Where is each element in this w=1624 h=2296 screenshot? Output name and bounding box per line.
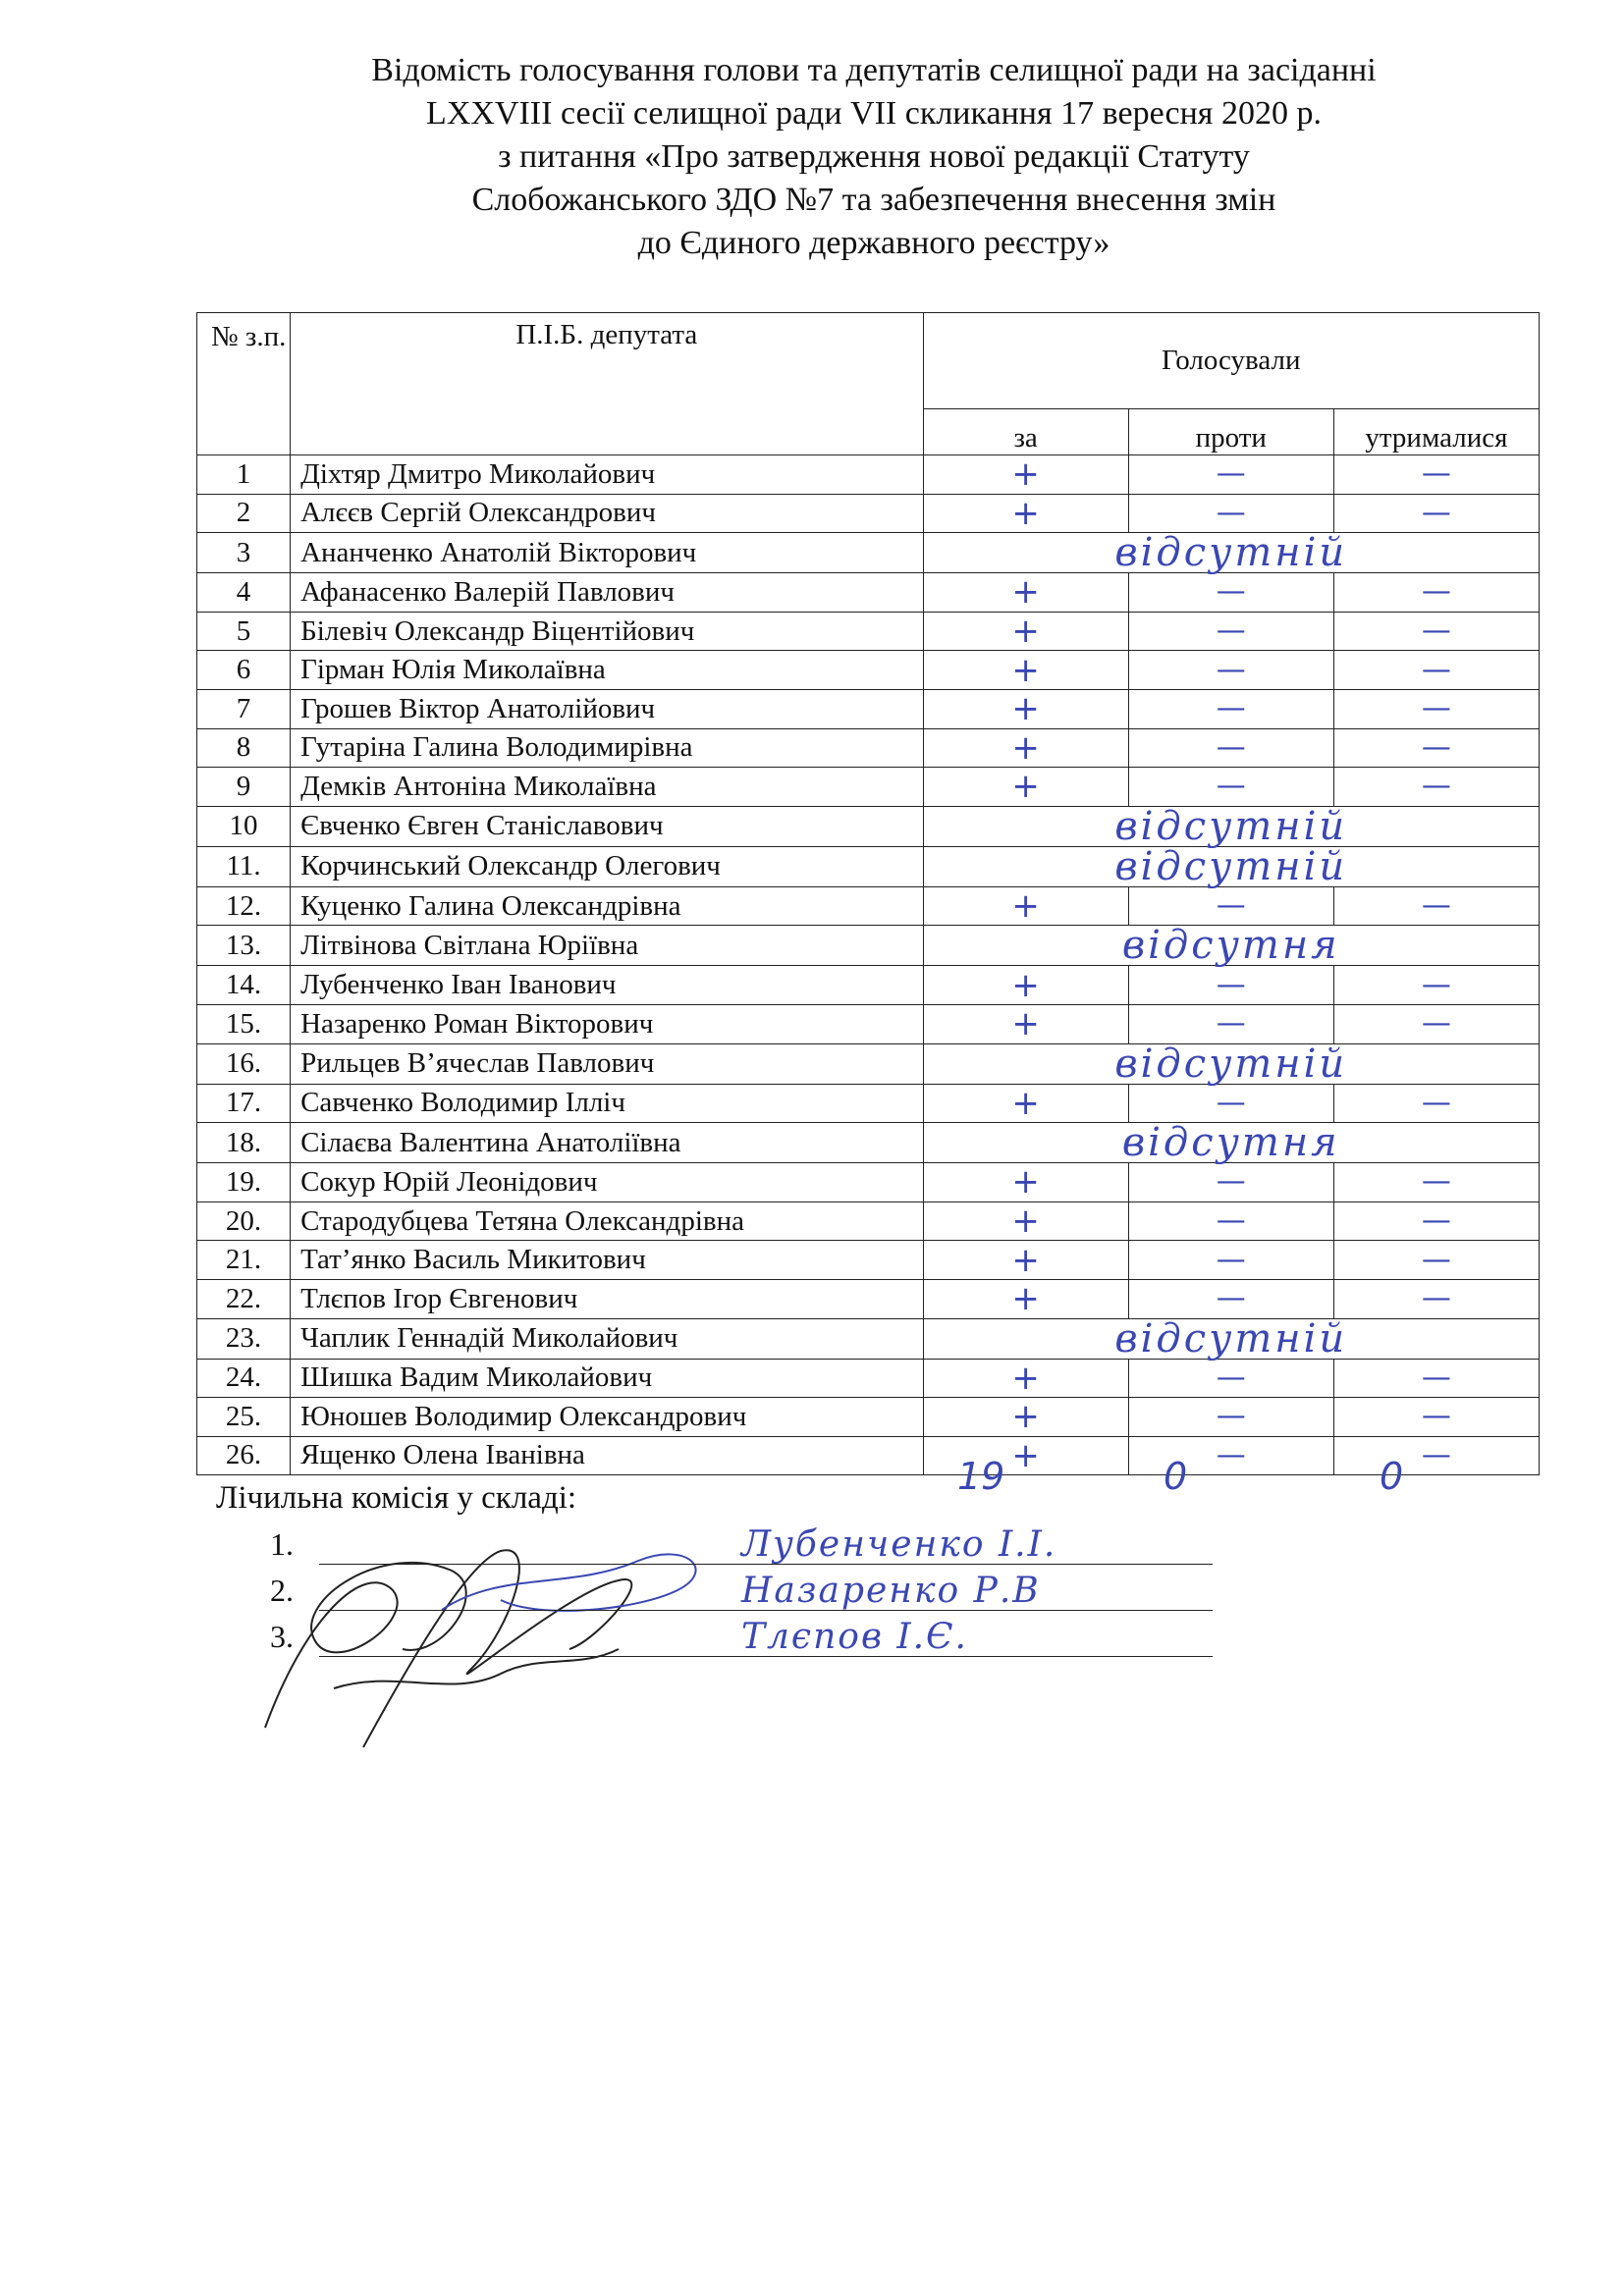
title-line-1: Відомість голосування голови та депутатів селищної ради на засіданні	[371, 52, 1377, 88]
table-row	[197, 806, 1540, 846]
header-against: проти	[1128, 408, 1333, 454]
row-number: 22.	[197, 1279, 291, 1318]
row-number: 25.	[197, 1398, 291, 1437]
vote-against-mark	[1128, 494, 1333, 533]
vote-abstained-mark-value: —	[1421, 495, 1451, 530]
deputy-name: Гутаріна Галина Володимирівна	[291, 728, 923, 768]
row-number: 7	[197, 689, 291, 728]
table-row	[197, 455, 1540, 495]
vote-abstained-mark	[1333, 1163, 1539, 1202]
deputy-name: Афанасенко Валерій Павлович	[291, 573, 923, 613]
vote-for-mark	[923, 494, 1128, 533]
vote-against-mark-value: —	[1216, 729, 1246, 765]
vote-for-mark	[923, 689, 1128, 728]
vote-against-mark-value: —	[1216, 495, 1246, 530]
row-number: 24.	[197, 1359, 291, 1398]
vote-against-mark-value: —	[1216, 769, 1246, 804]
vote-abstained-mark-value: —	[1421, 574, 1451, 610]
vote-abstained-mark	[1333, 651, 1539, 690]
vote-abstained-mark	[1333, 886, 1539, 926]
header-voted: Голосували	[923, 313, 1539, 409]
vote-against-mark-value: —	[1216, 1437, 1246, 1472]
vote-for-mark-value: +	[1011, 727, 1040, 768]
vote-against-mark	[1128, 455, 1333, 495]
vote-against-mark-value: —	[1216, 1006, 1246, 1041]
row-number: 12.	[197, 886, 291, 926]
row-number: 11.	[197, 846, 291, 886]
vote-abstained-mark	[1333, 728, 1539, 768]
vote-for-mark-value: +	[1011, 454, 1040, 495]
commission-member-name: Назаренко Р.В	[741, 1571, 1041, 1611]
deputy-name: Ященко Олена Іванівна	[291, 1436, 923, 1475]
vote-against-mark-value: —	[1216, 652, 1246, 687]
vote-for-mark-value: +	[1011, 1397, 1040, 1437]
vote-for-mark	[923, 1241, 1128, 1280]
vote-abstained-mark	[1333, 1004, 1539, 1043]
vote-for-mark-value: +	[1011, 689, 1040, 729]
vote-abstained-mark	[1333, 455, 1539, 495]
deputy-name: Юношев Володимир Олександрович	[291, 1398, 923, 1437]
table-row	[197, 1004, 1540, 1043]
deputy-name: Лубенченко Іван Іванович	[291, 966, 923, 1005]
vote-against-mark	[1128, 1004, 1333, 1043]
commission-list	[270, 1526, 1213, 1665]
vote-against-mark-value: —	[1216, 456, 1246, 492]
vote-abstained-mark	[1333, 1398, 1539, 1437]
vote-against-mark	[1128, 573, 1333, 613]
vote-abstained-mark-value: —	[1421, 1242, 1451, 1277]
vote-against-mark	[1128, 689, 1333, 728]
row-number: 16.	[197, 1043, 291, 1084]
vote-against-mark-value: —	[1216, 1242, 1246, 1277]
table-row	[197, 886, 1540, 926]
commission-member-name: Тлєпов І.Є.	[741, 1617, 969, 1657]
table-row	[197, 689, 1540, 728]
absent-mark: відсутня	[923, 1123, 1539, 1163]
vote-abstained-mark-value: —	[1421, 729, 1451, 765]
deputy-name: Діхтяр Дмитро Миколайович	[291, 455, 923, 495]
vote-for-mark-value: +	[1011, 612, 1040, 652]
vote-for-mark	[923, 1279, 1128, 1318]
table-row	[197, 1241, 1540, 1280]
vote-abstained-mark-value: —	[1421, 614, 1451, 649]
table-row	[197, 1201, 1540, 1241]
vote-abstained-mark	[1333, 689, 1539, 728]
vote-against-mark	[1128, 1084, 1333, 1123]
vote-against-mark	[1128, 651, 1333, 690]
deputy-name: Євченко Євген Станіславович	[291, 806, 923, 846]
vote-for-mark-value: +	[1011, 1358, 1040, 1398]
vote-against-mark-value: —	[1216, 967, 1246, 1002]
vote-against-mark-value: —	[1216, 614, 1246, 649]
deputy-name: Сілаєва Валентина Анатоліївна	[291, 1123, 923, 1163]
vote-abstained-mark-value: —	[1421, 967, 1451, 1002]
table-row	[197, 728, 1540, 768]
row-number: 1	[197, 455, 291, 495]
deputy-name: Грошев Віктор Анатолійович	[291, 689, 923, 728]
deputy-name: Шишка Вадим Миколайович	[291, 1359, 923, 1398]
vote-for-mark	[923, 886, 1128, 926]
table-row	[197, 1084, 1540, 1123]
vote-for-mark-value: +	[1011, 1201, 1040, 1242]
table-row	[197, 1318, 1540, 1359]
deputy-name: Демків Антоніна Миколаївна	[291, 768, 923, 807]
header-number: № з.п.	[197, 313, 291, 455]
deputy-name: Алєєв Сергій Олександрович	[291, 494, 923, 533]
vote-for-mark-value: +	[1011, 1279, 1040, 1319]
title-line-3: з питання «Про затвердження нової редакції Статуту	[498, 138, 1250, 175]
row-number: 21.	[197, 1241, 291, 1280]
commission-label: Лічильна комісія у складі:	[216, 1480, 577, 1516]
vote-against-mark-value: —	[1216, 1164, 1246, 1200]
vote-for-mark	[923, 728, 1128, 768]
header-abstained: утрималися	[1333, 408, 1539, 454]
vote-against-mark	[1128, 1279, 1333, 1318]
table-row	[197, 612, 1540, 651]
vote-against-mark-value: —	[1216, 1399, 1246, 1434]
title-line-4: Слобожанського ЗДО №7 та забезпечення внесення змін	[471, 182, 1276, 218]
deputy-name: Тат’янко Василь Микитович	[291, 1241, 923, 1280]
row-number: 13.	[197, 926, 291, 966]
absent-mark: відсутній	[923, 533, 1539, 573]
row-number: 14.	[197, 966, 291, 1005]
vote-abstained-mark-value: —	[1421, 888, 1451, 924]
vote-for-mark	[923, 455, 1128, 495]
vote-for-mark-value: +	[1011, 572, 1040, 613]
row-number: 9	[197, 768, 291, 807]
vote-against-mark-value: —	[1216, 574, 1246, 610]
vote-abstained-mark	[1333, 1359, 1539, 1398]
vote-for-mark	[923, 612, 1128, 651]
vote-for-mark	[923, 1004, 1128, 1043]
vote-abstained-mark-value: —	[1421, 1203, 1451, 1239]
header-for: за	[923, 408, 1128, 454]
table-row	[197, 1398, 1540, 1437]
deputy-name: Літвінова Світлана Юріївна	[291, 926, 923, 966]
vote-abstained-mark-value: —	[1421, 1281, 1451, 1316]
vote-for-mark-value: +	[1011, 886, 1040, 927]
table-row	[197, 1123, 1540, 1163]
row-number: 15.	[197, 1004, 291, 1043]
vote-against-mark-value: —	[1216, 1203, 1246, 1239]
vote-against-mark	[1128, 612, 1333, 651]
vote-abstained-mark	[1333, 1279, 1539, 1318]
vote-abstained-mark-value: —	[1421, 1399, 1451, 1434]
voting-table	[196, 312, 1540, 1475]
row-number: 20.	[197, 1201, 291, 1241]
table-row	[197, 494, 1540, 533]
vote-against-mark	[1128, 1163, 1333, 1202]
vote-abstained-mark	[1333, 1084, 1539, 1123]
vote-for-mark	[923, 1084, 1128, 1123]
table-row	[197, 966, 1540, 1005]
vote-against-mark-value: —	[1216, 1360, 1246, 1395]
table-row	[197, 651, 1540, 690]
table-row	[197, 846, 1540, 886]
vote-for-mark-value: +	[1011, 1162, 1040, 1202]
header-name: П.І.Б. депутата	[291, 313, 923, 455]
deputy-name: Рильцев В’ячеслав Павлович	[291, 1043, 923, 1084]
row-number: 3	[197, 533, 291, 573]
vote-abstained-mark	[1333, 573, 1539, 613]
commission-row	[270, 1619, 1213, 1665]
row-number: 18.	[197, 1123, 291, 1163]
vote-for-mark	[923, 966, 1128, 1005]
row-number: 6	[197, 651, 291, 690]
deputy-name: Білевіч Олександр Віцентійович	[291, 612, 923, 651]
commission-number: 3.	[270, 1619, 294, 1654]
table-row	[197, 926, 1540, 966]
vote-for-mark-value: +	[1011, 1083, 1040, 1123]
vote-abstained-mark-value: —	[1421, 691, 1451, 726]
table-row	[197, 573, 1540, 613]
vote-for-mark	[923, 1359, 1128, 1398]
table-row	[197, 1043, 1540, 1084]
deputy-name: Корчинський Олександр Олегович	[291, 846, 923, 886]
row-number: 10	[197, 806, 291, 846]
table-row	[197, 1359, 1540, 1398]
vote-against-mark	[1128, 1241, 1333, 1280]
vote-abstained-mark	[1333, 1241, 1539, 1280]
vote-abstained-mark	[1333, 1201, 1539, 1241]
deputy-name: Сокур Юрій Леонідович	[291, 1163, 923, 1202]
vote-abstained-mark	[1333, 494, 1539, 533]
table-row	[197, 768, 1540, 807]
commission-row	[270, 1526, 1213, 1573]
title-line-5: до Єдиного державного реєстру»	[637, 225, 1110, 261]
absent-mark: відсутній	[923, 1318, 1539, 1359]
vote-against-mark	[1128, 768, 1333, 807]
row-number: 19.	[197, 1163, 291, 1202]
vote-for-mark-value: +	[1011, 1240, 1040, 1280]
vote-for-mark-value: +	[1011, 1004, 1040, 1044]
deputy-name: Чаплик Геннадій Миколайович	[291, 1318, 923, 1359]
vote-abstained-mark-value: —	[1421, 769, 1451, 804]
title-line-2: LXXVIII сесії селищної ради VII скликання 17 вересня 2020 р.	[426, 95, 1322, 132]
vote-against-mark	[1128, 886, 1333, 926]
vote-for-mark	[923, 573, 1128, 613]
vote-for-mark	[923, 1163, 1128, 1202]
vote-against-mark-value: —	[1216, 888, 1246, 924]
deputy-name: Куценко Галина Олександрівна	[291, 886, 923, 926]
table-row	[197, 533, 1540, 573]
vote-for-mark	[923, 768, 1128, 807]
vote-against-mark	[1128, 1398, 1333, 1437]
commission-number: 2.	[270, 1573, 294, 1608]
absent-mark: відсутній	[923, 1043, 1539, 1084]
table-row	[197, 1279, 1540, 1318]
vote-against-mark-value: —	[1216, 1281, 1246, 1316]
vote-against-mark	[1128, 1359, 1333, 1398]
vote-for-mark	[923, 651, 1128, 690]
vote-abstained-mark	[1333, 612, 1539, 651]
row-number: 8	[197, 728, 291, 768]
vote-for-mark	[923, 1398, 1128, 1437]
table-row	[197, 1163, 1540, 1202]
vote-abstained-mark-value: —	[1421, 1085, 1451, 1120]
commission-row	[270, 1573, 1213, 1619]
commission-member-name: Лубенченко І.І.	[741, 1524, 1057, 1565]
deputy-name: Стародубцева Тетяна Олександрівна	[291, 1201, 923, 1241]
row-number: 2	[197, 494, 291, 533]
total-against: 0	[1164, 1455, 1188, 1498]
vote-for-mark-value: +	[1011, 650, 1040, 690]
vote-against-mark-value: —	[1216, 691, 1246, 726]
row-number: 4	[197, 573, 291, 613]
deputy-name: Ананченко Анатолій Вікторович	[291, 533, 923, 573]
vote-for-mark-value: +	[1011, 767, 1040, 807]
vote-abstained-mark-value: —	[1421, 1164, 1451, 1200]
vote-abstained-mark-value: —	[1421, 456, 1451, 492]
row-number: 17.	[197, 1084, 291, 1123]
deputy-name: Гірман Юлія Миколаївна	[291, 651, 923, 690]
commission-number: 1.	[270, 1526, 294, 1562]
vote-against-mark	[1128, 966, 1333, 1005]
row-number: 26.	[197, 1436, 291, 1475]
vote-abstained-mark	[1333, 966, 1539, 1005]
absent-mark: відсутній	[923, 806, 1539, 846]
absent-mark: відсутня	[923, 926, 1539, 966]
deputy-name: Тлєпов Ігор Євгенович	[291, 1279, 923, 1318]
vote-abstained-mark-value: —	[1421, 652, 1451, 687]
document-title	[236, 49, 1512, 265]
deputy-name: Назаренко Роман Вікторович	[291, 1004, 923, 1043]
vote-abstained-mark	[1333, 768, 1539, 807]
row-number: 5	[197, 612, 291, 651]
total-abstained: 0	[1380, 1455, 1404, 1498]
total-for: 19	[957, 1455, 1005, 1498]
vote-abstained-mark-value: —	[1421, 1006, 1451, 1041]
vote-against-mark	[1128, 1201, 1333, 1241]
absent-mark: відсутній	[923, 846, 1539, 886]
vote-abstained-mark-value: —	[1421, 1360, 1451, 1395]
vote-for-mark-value: +	[1011, 965, 1040, 1005]
vote-for-mark-value: +	[1011, 1435, 1040, 1475]
vote-for-mark-value: +	[1011, 493, 1040, 533]
vote-against-mark	[1128, 728, 1333, 768]
row-number: 23.	[197, 1318, 291, 1359]
deputy-name: Савченко Володимир Ілліч	[291, 1084, 923, 1123]
vote-abstained-mark-value: —	[1421, 1437, 1451, 1472]
voting-rows	[197, 455, 1540, 1475]
vote-for-mark	[923, 1201, 1128, 1241]
vote-against-mark-value: —	[1216, 1085, 1246, 1120]
